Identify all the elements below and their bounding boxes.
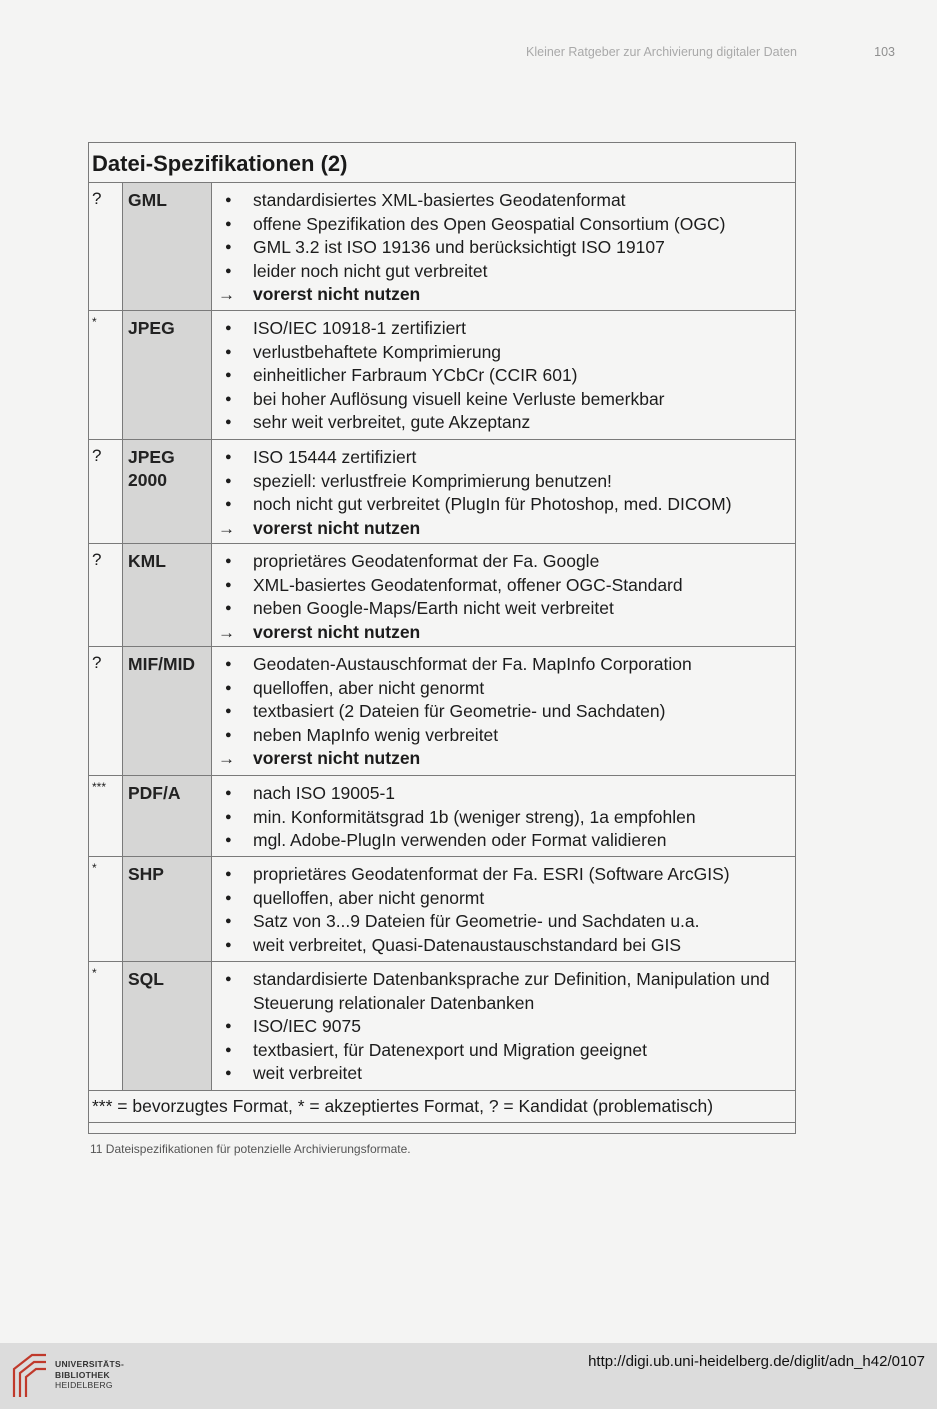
list-item <box>213 910 791 934</box>
format-name: MIF/MID <box>122 647 212 775</box>
table-row <box>89 183 795 311</box>
item-text: leider noch nicht gut verbreitet <box>253 260 488 281</box>
property-list <box>213 968 791 1086</box>
item-text: quelloffen, aber nicht genormt <box>253 677 485 698</box>
item-text: Geodaten-Austauschformat der Fa. MapInfo Corporation <box>253 654 692 674</box>
list-item <box>213 829 791 853</box>
bullet-icon: ● <box>225 834 232 846</box>
bullet-icon: ● <box>225 1043 232 1056</box>
bullet-icon: ● <box>225 705 232 717</box>
arrow-icon: → <box>218 518 235 538</box>
item-text: bei hoher Auflösung visuell keine Verluste bemerkbar <box>253 388 665 409</box>
item-text: noch nicht gut verbreitet (PlugIn für Photoshop, med. DICOM) <box>253 494 732 514</box>
list-item <box>213 388 791 412</box>
bullet-icon: ● <box>225 451 232 463</box>
bullet-icon: ● <box>225 1067 232 1079</box>
item-text: min. Konformitätsgrad 1b (weniger streng), 1a empfohlen <box>253 806 696 827</box>
page-number: 103 <box>874 45 895 59</box>
list-item <box>213 470 791 494</box>
item-text: offene Spezifikation des Open Geospatial Consortium (OGC) <box>253 213 726 234</box>
recommendation-item <box>213 747 791 771</box>
footer-bar <box>0 1343 937 1409</box>
library-name <box>55 1359 124 1391</box>
rating-marker: * <box>92 315 97 329</box>
list-item <box>213 411 791 435</box>
list-item <box>213 782 791 806</box>
table-row <box>89 544 795 647</box>
library-name-line: HEIDELBERG <box>55 1380 113 1390</box>
recommendation-item <box>213 283 791 307</box>
bullet-icon: ● <box>225 787 232 799</box>
property-list <box>213 189 791 307</box>
list-item <box>213 574 791 598</box>
list-item <box>213 493 791 517</box>
bullet-icon: ● <box>225 498 232 510</box>
library-name-line: BIBLIOTHEK <box>55 1369 110 1380</box>
bullet-icon: ● <box>225 392 232 405</box>
list-item <box>213 364 791 388</box>
arrow-icon: → <box>218 285 235 304</box>
item-text: neben MapInfo wenig verbreitet <box>253 724 499 745</box>
item-text: vorerst nicht nutzen <box>253 284 421 304</box>
bullet-icon: ● <box>225 369 232 381</box>
list-item <box>213 968 791 1015</box>
list-item <box>213 236 791 260</box>
item-text: vorerst nicht nutzen <box>253 517 421 538</box>
item-text: weit verbreitet, Quasi-Datenaustauschstandard bei GIS <box>253 934 681 955</box>
bullet-icon: ● <box>225 217 232 230</box>
rating-marker: ? <box>92 189 102 208</box>
bullet-icon: ● <box>225 602 232 614</box>
item-text: ISO/IEC 9075 <box>253 1016 361 1036</box>
list-item <box>213 317 791 341</box>
property-list <box>213 653 791 771</box>
list-item <box>213 1015 791 1039</box>
property-list <box>213 782 791 853</box>
bullet-icon: ● <box>225 555 232 567</box>
table-row <box>89 776 795 857</box>
property-list <box>213 317 791 435</box>
list-item <box>213 597 791 621</box>
format-name: SHP <box>122 857 212 961</box>
item-text: weit verbreitet <box>253 1063 362 1083</box>
rating-marker: ? <box>92 550 102 569</box>
bullet-icon: ● <box>225 241 232 253</box>
list-item <box>213 653 791 677</box>
bullet-icon: ● <box>225 915 232 927</box>
bullet-icon: ● <box>225 681 232 694</box>
list-item <box>213 934 791 958</box>
list-item <box>213 1062 791 1086</box>
format-name: PDF/A <box>122 776 212 856</box>
list-item <box>213 863 791 887</box>
format-name: SQL <box>122 962 212 1090</box>
item-text: vorerst nicht nutzen <box>253 748 421 768</box>
table-row <box>89 647 795 776</box>
property-list <box>213 446 791 540</box>
bullet-icon: ● <box>225 938 232 951</box>
running-head: Kleiner Ratgeber zur Archivierung digitaler Daten <box>526 45 797 59</box>
table-row <box>89 962 795 1091</box>
rating-marker: ? <box>92 446 102 465</box>
arrow-icon: → <box>218 622 235 642</box>
source-url-link[interactable]: http://digi.ub.uni-heidelberg.de/diglit/adn_h42/0107 <box>588 1353 925 1370</box>
bullet-icon: ● <box>225 322 232 334</box>
list-item <box>213 700 791 724</box>
item-text: standardisiertes XML-basiertes Geodatenformat <box>253 190 626 210</box>
library-name-line: UNIVERSITÄTS- <box>55 1359 125 1369</box>
item-text: verlustbehaftete Komprimierung <box>253 341 502 362</box>
rating-marker: ? <box>92 653 102 672</box>
item-text: proprietäres Geodatenformat der Fa. ESRI (Software ArcGIS) <box>253 864 730 884</box>
list-item <box>213 724 791 748</box>
item-text: einheitlicher Farbraum YCbCr (CCIR 601) <box>253 365 578 385</box>
bullet-icon: ● <box>225 658 232 670</box>
table-row <box>89 440 795 544</box>
list-item <box>213 887 791 911</box>
item-text: XML-basiertes Geodatenformat, offener OGC-Standard <box>253 574 683 595</box>
table-row <box>89 857 795 962</box>
item-text: Satz von 3...9 Dateien für Geometrie- und Sachdaten u.a. <box>253 911 700 931</box>
item-text: neben Google-Maps/Earth nicht weit verbreitet <box>253 598 614 618</box>
item-text: mgl. Adobe-PlugIn verwenden oder Format validieren <box>253 830 667 850</box>
bullet-icon: ● <box>225 973 232 985</box>
bullet-icon: ● <box>225 891 232 904</box>
item-text: quelloffen, aber nicht genormt <box>253 887 485 908</box>
format-name: KML <box>122 544 212 646</box>
recommendation-item <box>213 621 791 645</box>
recommendation-item <box>213 517 791 541</box>
item-text: textbasiert (2 Dateien für Geometrie- und Sachdaten) <box>253 701 666 721</box>
rating-legend: *** = bevorzugtes Format, * = akzeptiertes Format, ? = Kandidat (problematisch) <box>89 1091 795 1123</box>
list-item <box>213 806 791 830</box>
item-text: ISO/IEC 10918-1 zertifiziert <box>253 318 466 338</box>
item-text: sehr weit verbreitet, gute Akzeptanz <box>253 412 531 432</box>
item-text: GML 3.2 ist ISO 19136 und berücksichtigt ISO 19107 <box>253 237 665 257</box>
property-list <box>213 550 791 644</box>
bullet-icon: ● <box>225 578 232 591</box>
list-item <box>213 341 791 365</box>
list-item <box>213 677 791 701</box>
format-name: JPEG <box>122 311 212 439</box>
format-name: JPEG 2000 <box>122 440 212 543</box>
bullet-icon: ● <box>225 264 232 277</box>
bullet-icon: ● <box>225 194 232 206</box>
figure-caption: 11 Dateispezifikationen für potenzielle Archivierungsformate. <box>90 1142 411 1156</box>
item-text: textbasiert, für Datenexport und Migration geeignet <box>253 1039 647 1060</box>
spec-table <box>88 142 796 1134</box>
bullet-icon: ● <box>225 1020 232 1032</box>
bullet-icon: ● <box>225 728 232 741</box>
list-item <box>213 550 791 574</box>
item-text: standardisierte Datenbanksprache zur Definition, Manipulation und Steuerung relationaler Datenbanken <box>253 969 770 1013</box>
table-row <box>89 311 795 440</box>
property-list <box>213 863 791 957</box>
bullet-icon: ● <box>225 868 232 880</box>
rating-marker: * <box>92 861 97 875</box>
bullet-icon: ● <box>225 345 232 358</box>
list-item <box>213 260 791 284</box>
item-text: vorerst nicht nutzen <box>253 621 421 642</box>
list-item <box>213 189 791 213</box>
bullet-icon: ● <box>225 474 232 487</box>
library-logo-icon <box>10 1351 50 1401</box>
list-item <box>213 1039 791 1063</box>
item-text: speziell: verlustfreie Komprimierung benutzen! <box>253 470 612 491</box>
arrow-icon: → <box>218 749 235 768</box>
table-title: Datei-Spezifikationen (2) <box>89 143 795 183</box>
list-item <box>213 446 791 470</box>
item-text: ISO 15444 zertifiziert <box>253 447 417 467</box>
rating-marker: *** <box>92 780 107 794</box>
format-name: GML <box>122 183 212 310</box>
bullet-icon: ● <box>225 416 232 428</box>
rating-marker: * <box>92 966 97 980</box>
item-text: proprietäres Geodatenformat der Fa. Google <box>253 551 600 571</box>
list-item <box>213 213 791 237</box>
bullet-icon: ● <box>225 810 232 823</box>
item-text: nach ISO 19005-1 <box>253 783 396 803</box>
